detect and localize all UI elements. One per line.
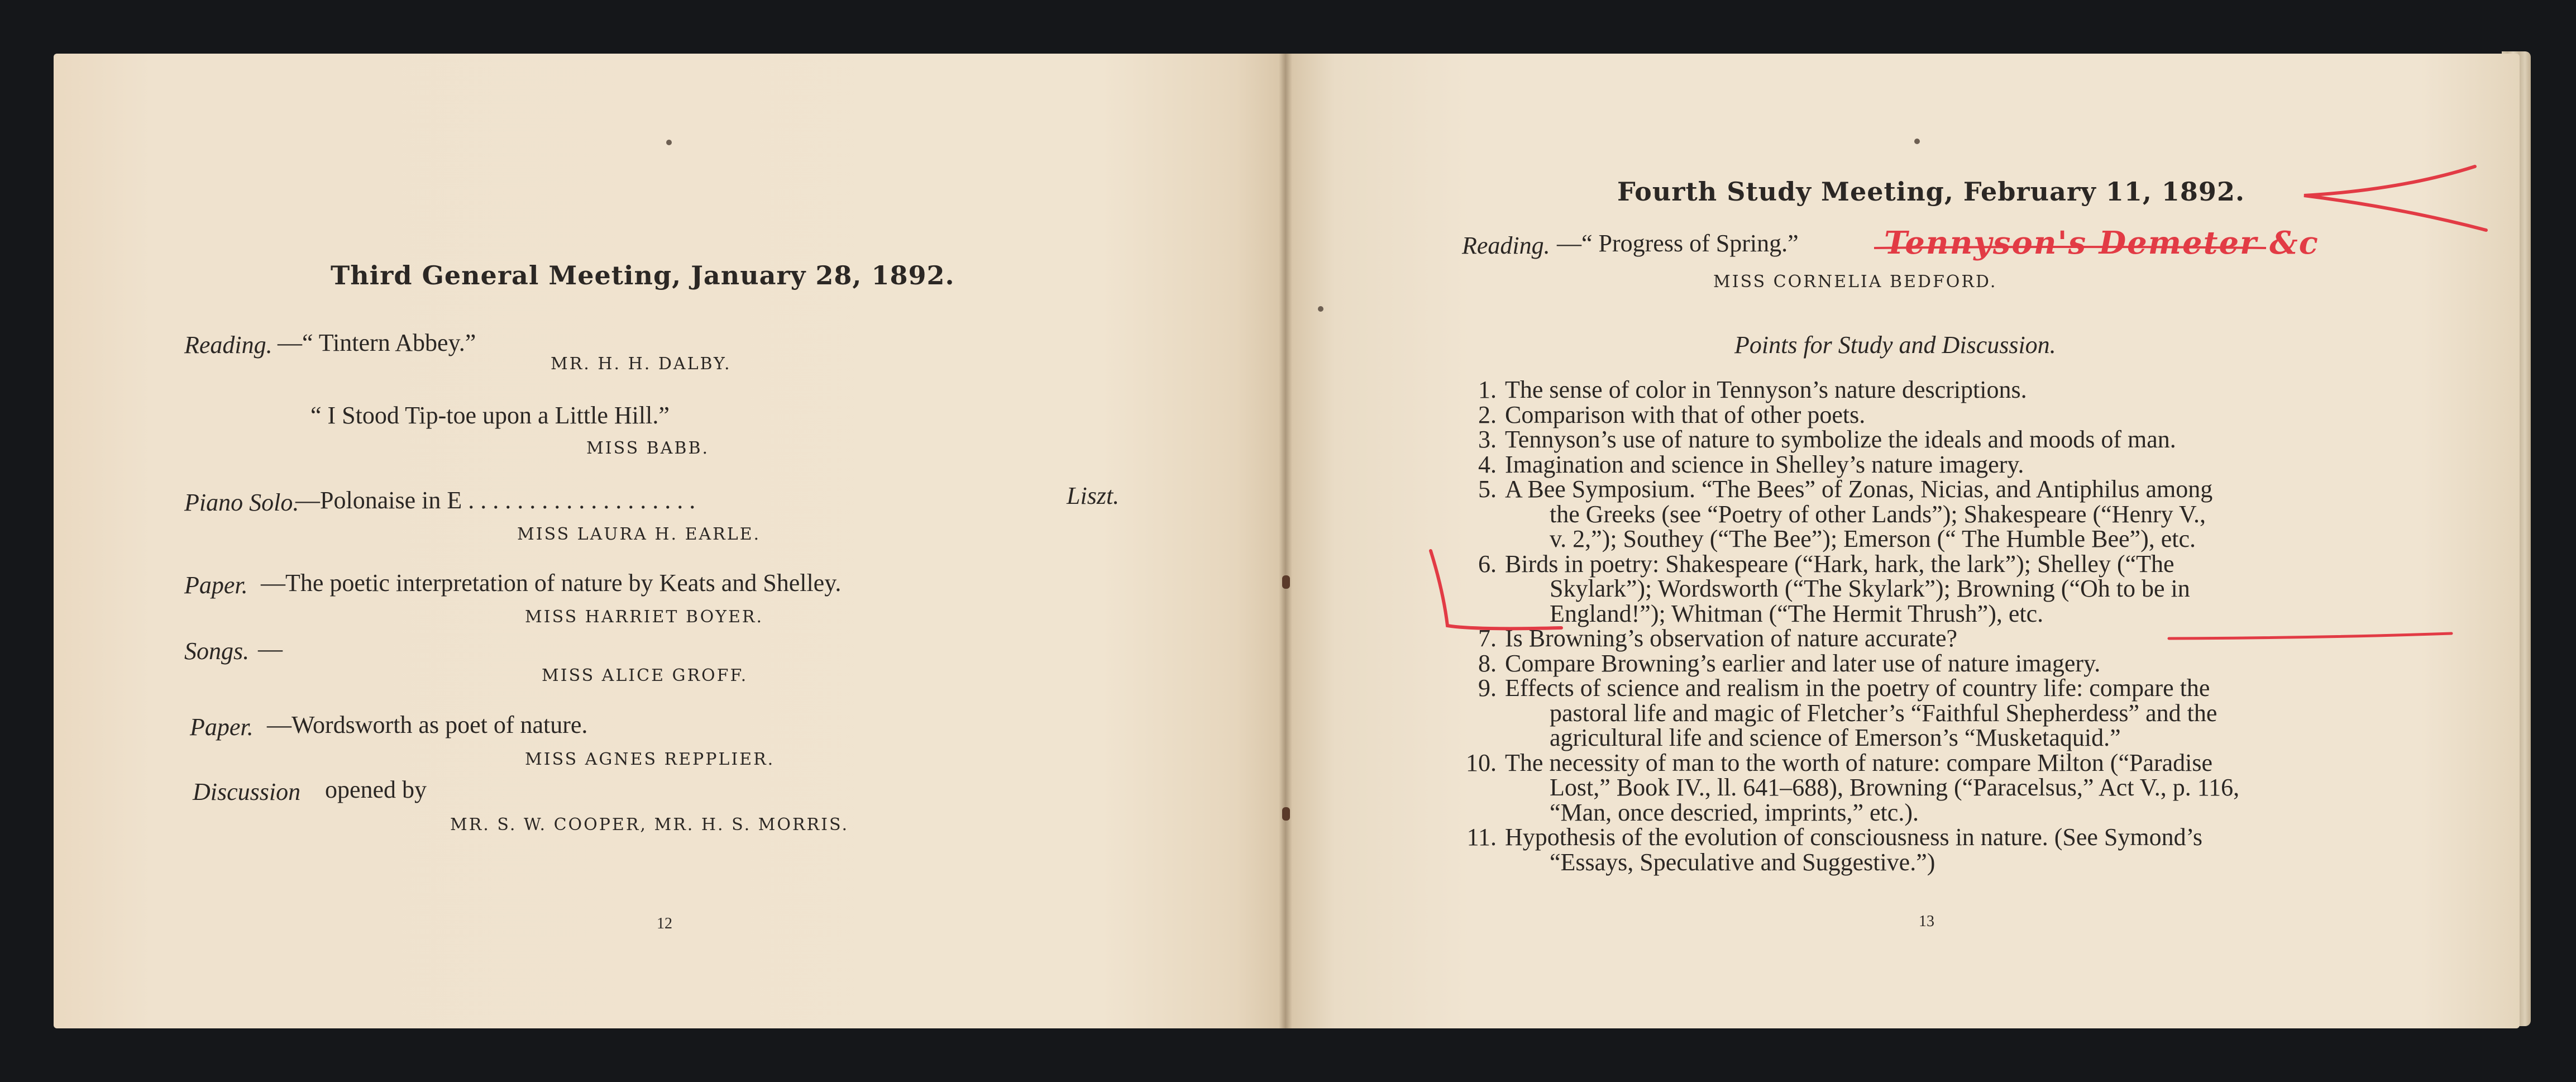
- entry-text: —The poetic interpretation of nature by Keats and Shelley.: [261, 569, 842, 597]
- point-text: Effects of science and realism in the poetry of country life: compare the: [1505, 674, 2210, 702]
- point-text: Comparison with that of other poets.: [1505, 401, 1866, 428]
- underline-mark: [1874, 247, 2266, 248]
- page-number: 12: [657, 915, 672, 932]
- entry-text: opened by: [325, 776, 427, 803]
- entry-text: —: [258, 635, 283, 662]
- point-text: A Bee Symposium. “The Bees” of Zonas, Nicias, and Antiphilus among: [1505, 475, 2213, 503]
- point-text: Birds in poetry: Shakespeare (“Hark, hark, the lark”); Shelley (“The: [1505, 550, 2174, 578]
- point-number: 10.: [1466, 749, 1497, 776]
- point-text: agricultural life and science of Emerson’s “Musketaquid.”: [1550, 724, 2121, 751]
- points-subtitle: Points for Study and Discussion.: [1734, 331, 2056, 359]
- entry-label: Paper.: [190, 713, 254, 741]
- point-number: 5.: [1478, 475, 1497, 503]
- reading-text: —“ Progress of Spring.”: [1557, 230, 1799, 257]
- entry-label: Paper.: [184, 571, 248, 599]
- entry-performer: MISS BABB.: [586, 438, 710, 458]
- point-number: 3.: [1478, 426, 1497, 453]
- point-text: Hypothesis of the evolution of consciousness in nature. (See Symond’s: [1505, 823, 2202, 851]
- point-text: The sense of color in Tennyson’s nature descriptions.: [1505, 376, 2027, 403]
- right-page-title: Fourth Study Meeting, February 11, 1892.: [1617, 177, 2245, 207]
- page-number: 13: [1919, 913, 1934, 930]
- entry-text: “ I Stood Tip-toe upon a Little Hill.”: [310, 402, 670, 429]
- point-number: 4.: [1478, 450, 1497, 478]
- point-text: England!”); Whitman (“The Hermit Thrush”), etc.: [1550, 599, 2044, 627]
- point-number: 6.: [1478, 550, 1497, 578]
- point-text: “Man, once descried, imprints,” etc.).: [1550, 798, 1919, 826]
- reading-label: Reading.: [1462, 232, 1550, 259]
- underline-mark: [2169, 633, 2451, 638]
- bracket-mark: [1431, 551, 1561, 628]
- point-text: Lost,” Book IV., ll. 641–688), Browning (“Paracelsus,” Act V., p. 116,: [1550, 774, 2240, 801]
- point-number: 7.: [1478, 625, 1497, 652]
- entry-performer: MISS ALICE GROFF.: [542, 666, 748, 685]
- entry-label: Reading.: [184, 331, 273, 359]
- entry-text: —Polonaise in E . . . . . . . . . . . . . . . . . . .: [295, 487, 696, 514]
- point-text: Tennyson’s use of nature to symbolize the ideals and moods of man.: [1505, 426, 2176, 453]
- entry-label: Piano Solo.: [184, 489, 299, 516]
- point-text: Skylark”); Wordsworth (“The Skylark”); Browning (“Oh to be in: [1550, 575, 2190, 602]
- point-number: 11.: [1466, 823, 1497, 851]
- point-text: the Greeks (see “Poetry of other Lands”); Shakespeare (“Henry V.,: [1550, 500, 2206, 528]
- entry-text: —Wordsworth as poet of nature.: [267, 711, 588, 738]
- point-text: Compare Browning’s earlier and later use of nature imagery.: [1505, 649, 2101, 677]
- point-text: “Essays, Speculative and Suggestive.”): [1550, 848, 1935, 876]
- entry-performer: MR. H. H. DALBY.: [551, 354, 732, 374]
- entry-performer: MR. S. W. COOPER, MR. H. S. MORRIS.: [450, 815, 849, 835]
- entry-performer: MISS HARRIET BOYER.: [525, 607, 764, 627]
- point-number: 2.: [1478, 401, 1497, 428]
- arrow-mark: [2304, 166, 2486, 230]
- point-text: The necessity of man to the worth of nature: compare Milton (“Paradise: [1505, 749, 2213, 776]
- handwritten-annotation: Tennyson's Demeter &c: [1884, 225, 2319, 261]
- entry-performer: MISS AGNES REPPLIER.: [525, 750, 775, 769]
- entry-text: —“ Tintern Abbey.”: [278, 329, 476, 356]
- entry-label: Discussion: [193, 778, 301, 805]
- entry-performer: MISS LAURA H. EARLE.: [517, 525, 761, 544]
- point-text: v. 2,”); Southey (“The Bee”); Emerson (“ The Humble Bee”), etc.: [1550, 525, 2196, 552]
- entry-composer: Liszt.: [1067, 482, 1120, 509]
- point-text: Imagination and science in Shelley’s nature imagery.: [1505, 450, 2024, 478]
- point-number: 8.: [1478, 649, 1497, 677]
- point-text: pastoral life and magic of Fletcher’s “Faithful Shepherdess” and the: [1550, 699, 2217, 727]
- point-number: 9.: [1478, 674, 1497, 702]
- entry-label: Songs.: [184, 637, 250, 665]
- reading-performer: MISS CORNELIA BEDFORD.: [1713, 272, 1997, 292]
- point-number: 1.: [1478, 376, 1497, 403]
- point-text: Is Browning’s observation of nature accurate?: [1505, 625, 1958, 652]
- left-page-title: Third General Meeting, January 28, 1892.: [331, 260, 955, 290]
